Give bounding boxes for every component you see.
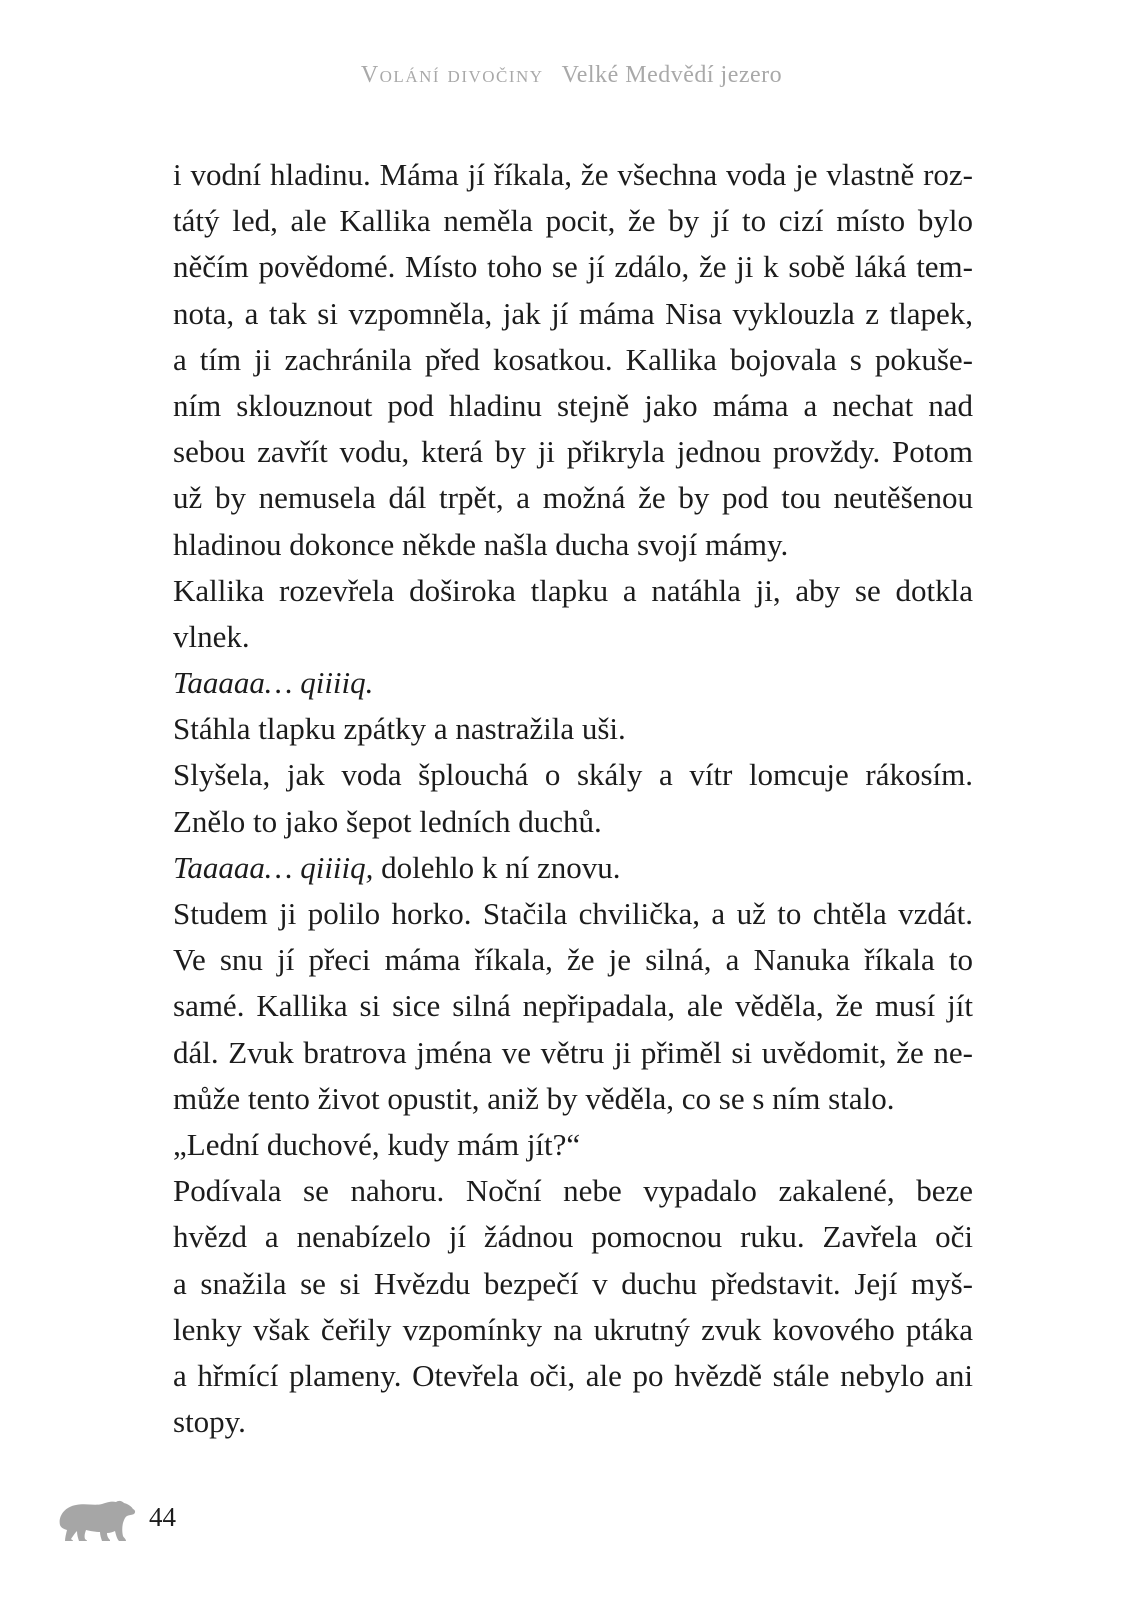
bear-icon [56,1495,138,1545]
text-line [173,660,973,706]
text-line: hvězd a nenabízelo jí žádnou pomocnou ruku. Zavřela oči [173,1219,973,1255]
text-line: a tím ji zachránila před kosatkou. Kallika bojovala s pokuše- [173,341,973,377]
italic-call: Taaaaa… qiiiiq. [173,665,374,701]
text-line: Podívala se nahoru. Noční nebe vypadalo zakalené, beze [173,1173,973,1209]
text-line: ním sklouznout pod hladinu stejně jako máma a nechat nad [173,387,973,423]
text-line: nota, a tak si vzpomněla, jak jí máma Nisa vyklouzla z tlapek, [173,295,973,331]
text-line: vlnek. [173,618,250,654]
text-line: sebou zavřít vodu, která by ji přikryla jednou provždy. Potom [173,434,973,470]
text-line: dál. Zvuk bratrova jména ve větru ji přiměl si uvědomit, že ne- [173,1034,973,1070]
text-line: už by nemusela dál trpět, a možná že by pod tou neutěšenou [173,480,973,516]
text-fragment: dolehlo k ní znovu. [373,849,621,885]
series-title: Volání divočiny [360,62,544,88]
text-line: Slyšela, jak voda šplouchá o skály a vítr lomcuje rákosím. [173,757,973,793]
text-line: samé. Kallika si sice silná nepřipadala, ale věděla, že musí jít [173,988,973,1024]
text-line: tátý led, ale Kallika neměla pocit, že by jí to cizí místo bylo [173,203,973,239]
running-head [0,62,1143,89]
italic-call: Taaaaa… qiiiiq, [173,849,374,885]
text-line: „Lední duchové, kudy mám jít?“ [173,1126,581,1162]
page-number: 44 [149,1502,176,1532]
text-line: Znělo to jako šepot ledních duchů. [173,803,602,839]
text-line [173,845,973,891]
text-line: Stáhla tlapku zpátky a nastražila uši. [173,711,626,747]
text-line: Ve snu jí přeci máma říkala, že je silná, a Nanuka říkala to [173,942,973,978]
body-text [173,152,973,1445]
text-line: stopy. [173,1404,246,1440]
text-line: i vodní hladinu. Máma jí říkala, že všechna voda je vlastně roz- [173,157,973,192]
text-line: a hřmící plameny. Otevřela oči, ale po hvězdě stále nebylo ani [173,1357,973,1393]
text-line: a snažila se si Hvězdu bezpečí v duchu představit. Její myš- [173,1265,973,1301]
text-line: Studem ji polilo horko. Stačila chvilička, a už to chtěla vzdát. [173,896,973,931]
text-line: může tento život opustit, aniž by věděla, co se s ním stalo. [173,1080,895,1116]
text-line: hladinou dokonce někde našla ducha svojí mámy. [173,526,789,562]
page-footer [56,1495,256,1555]
book-title: Velké Medvědí jezero [561,62,783,88]
text-line: lenky však čeřily vzpomínky na ukrutný zvuk kovového ptáka [173,1311,973,1347]
text-line: Kallika rozevřela doširoka tlapku a natáhla ji, aby se dotkla [173,572,973,608]
text-line: něčím povědomé. Místo toho se jí zdálo, že ji k sobě láká tem- [173,249,973,285]
